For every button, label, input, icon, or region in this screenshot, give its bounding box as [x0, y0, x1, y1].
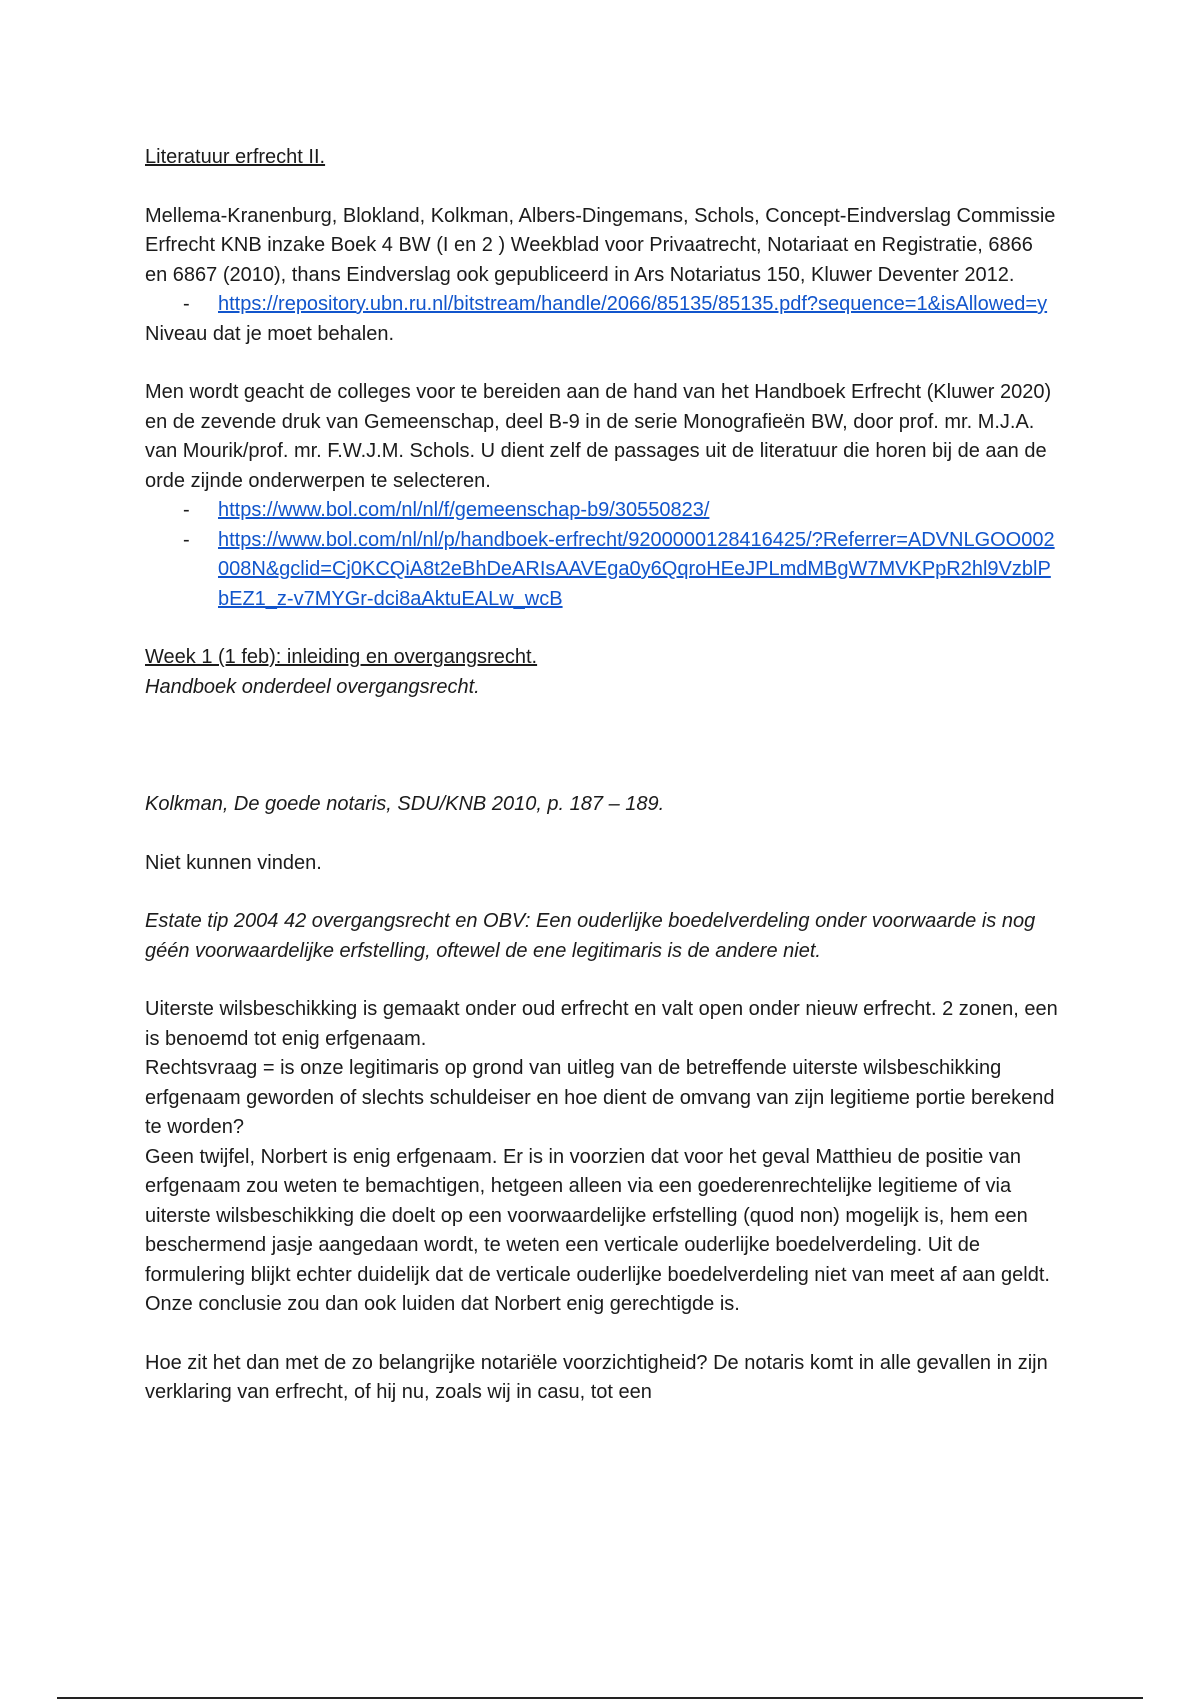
reference-paragraph: Mellema-Kranenburg, Blokland, Kolkman, Albers-Dingemans, Schols, Concept-Eindverslag Commissie Erfrecht KNB inzake Boek 4 BW (I en 2 ) Weekblad voor Privaatrecht, Notariaat en Registratie, 6866 en 6867 (2010), thans Eindverslag ook gepubliceerd in Ars Notariatus 150, Kluwer Deventer 2012.: [145, 204, 1056, 286]
page-bottom-rule: [57, 1697, 1143, 1699]
paragraph-voorzichtigheid: Hoe zit het dan met de zo belangrijke notariële voorzichtigheid? De notaris komt in alle gevallen in zijn verklaring van erfrecht, of hij nu, zoals wij in casu, tot een: [145, 1351, 1048, 1403]
week1-heading: Week 1 (1 feb): inleiding en overgangsrecht.: [145, 646, 538, 668]
week1-subheading: Handboek onderdeel overgangsrecht.: [145, 675, 480, 698]
paragraph-twijfel: Geen twijfel, Norbert is enig erfgenaam. Er is in voorzien dat voor het geval Matthieu de positie van erfgenaam zou weten te bemachtigen, hetgeen alleen via een goederenrechtelijke legitieme of via uiterste wilsbeschikking die doelt op een voorwaardelijke erfstelling (quod non) mogelijk is, hem een beschermend jasje aangedaan wordt, te weten een verticale ouderlijke boedelverdeling. Uit de formulering blijkt echter duidelijk dat de verticale ouderlijke boedelverdeling niet van meet af aan geldt.: [145, 1145, 1050, 1286]
list-item: [145, 526, 1060, 615]
list-item: [145, 496, 1060, 526]
handboek-link[interactable]: https://www.bol.com/nl/nl/p/handboek-erfrecht/9200000128416425/?Referrer=ADVNLGOO002008N&gclid=Cj0KCQiA8t2eBhDeARIsAAVEga0y6QqroHEeJPLmdMBgW7MVKPpR2hl9VzblPbEZ1_z-v7MYGr-dci8aAktuEALw_wcB: [218, 528, 1055, 610]
document-body: [145, 143, 1060, 1408]
preparation-paragraph: Men wordt geacht de colleges voor te bereiden aan de hand van het Handboek Erfrecht (Kluwer 2020) en de zevende druk van Gemeenschap, deel B-9 in de serie Monografieën BW, door prof. mr. M.J.A. van Mourik/prof. mr. F.W.J.M. Schols. U dient zelf de passages uit de literatuur die horen bij de aan de orde zijnde onderwerpen te selecteren.: [145, 381, 1052, 492]
kolkman-reference: Kolkman, De goede notaris, SDU/KNB 2010, p. 187 – 189.: [145, 793, 665, 815]
document-title: Literatuur erfrecht II.: [145, 146, 326, 168]
link-list: [145, 290, 1060, 320]
gemeenschap-link[interactable]: https://www.bol.com/nl/nl/f/gemeenschap-b9/30550823/: [218, 499, 710, 521]
paragraph-uiterste: Uiterste wilsbeschikking is gemaakt onder oud erfrecht en valt open onder nieuw erfrecht. 2 zonen, een is benoemd tot enig erfgenaam.: [145, 998, 1058, 1050]
niveau-note: Niveau dat je moet behalen.: [145, 322, 395, 345]
paragraph-rechtsvraag: Rechtsvraag = is onze legitimaris op grond van uitleg van de betreffende uiterste wilsbeschikking erfgenaam geworden of slechts schuldeiser en hoe dient de omvang van zijn legitieme portie berekend te worden?: [145, 1057, 1055, 1138]
paragraph-conclusie: Onze conclusie zou dan ook luiden dat Norbert enig gerechtigde is.: [145, 1293, 740, 1315]
estate-tip-reference: Estate tip 2004 42 overgangsrecht en OBV: Een ouderlijke boedelverdeling onder voorwaarde is nog géén voorwaardelijke erfstelling, oftewel de ene legitimaris is de andere niet.: [145, 910, 1036, 962]
link-list: [145, 496, 1060, 614]
list-item: [145, 290, 1060, 320]
repository-link[interactable]: https://repository.ubn.ru.nl/bitstream/handle/2066/85135/85135.pdf?sequence=1&isAllowed=y: [218, 293, 1048, 315]
not-found-note: Niet kunnen vinden.: [145, 851, 322, 874]
